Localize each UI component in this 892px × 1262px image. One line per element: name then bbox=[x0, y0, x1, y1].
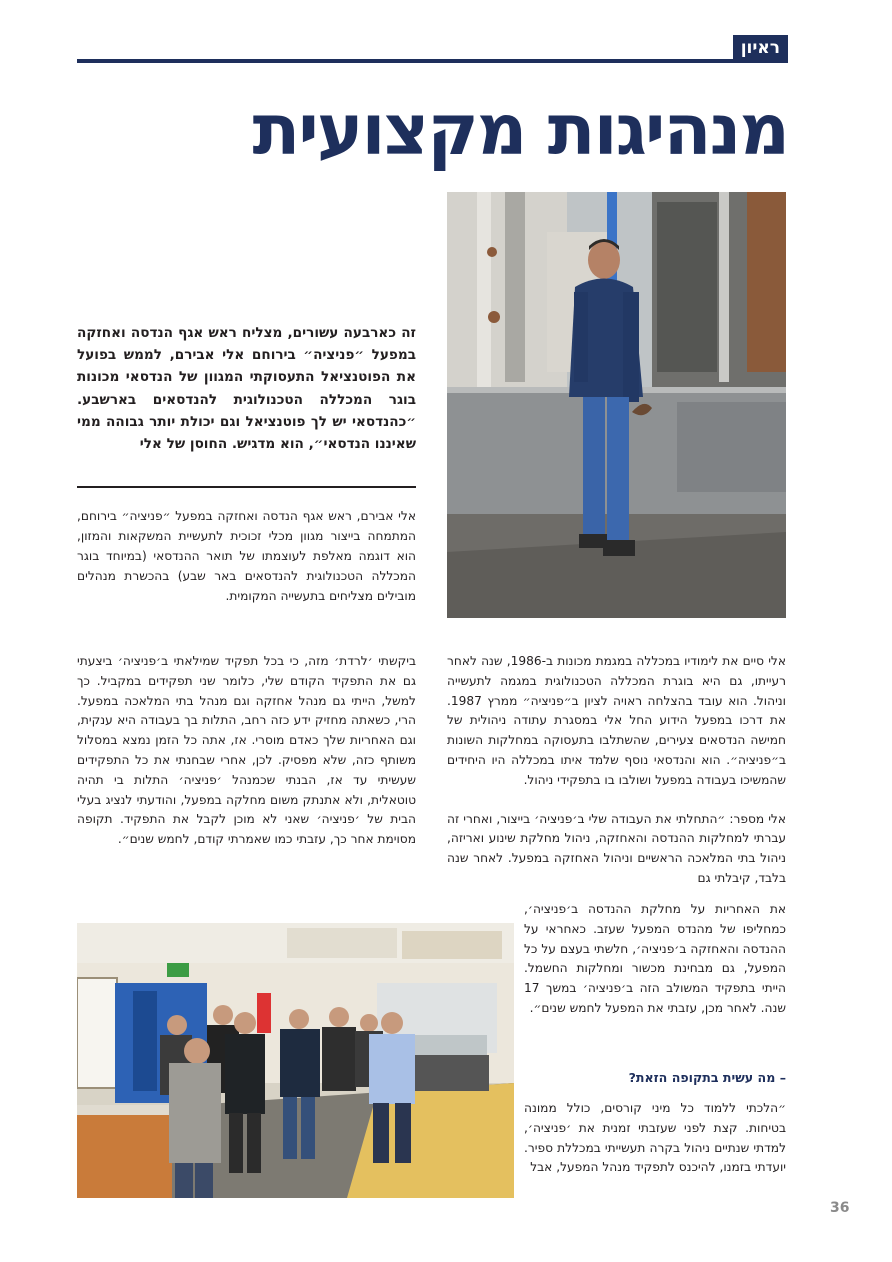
interview-answer: ״הלכתי ללמוד כל מיני קורסים, כולל ממונה בטיחות. קצת לפני שעזבתי זמנית את ׳פניציה׳, למדתי שנתיים ניהול בקרה תעשייתי במכללת ספיר. יועדתי בזמנו, להיכנס לתפקיד מנהל המפעל, אבל bbox=[524, 1101, 786, 1175]
page-title: מנהיגות מקצועית bbox=[252, 89, 788, 171]
body-paragraph: אלי מספר: ״התחלתי את העבודה שלי ב׳פניציה׳ בייצור, ואחרי זה עברתי למחלקות ההנדסה והאחזקה, ניהול מחלקת שינוע ואריזה, ניהול בתי המלאכה הראשיים וניהול האחזקה במפעל. לאחר שנה בלבד, קיבלתי גם bbox=[447, 811, 786, 885]
intro-paragraph: אלי אבירם, ראש אגף הנדסה ואחזקה במפעל ״פניציה״ בירוחם, המתמחה בייצור מגוון מכלי זכוכית לתעשיית המשקאות והמזון, הוא דוגמה מאלפת לעוצמתו של תואר ההנדסאי (במיוחד בוגר המכללה הטכנולוגית להנדסאים באר שבע) בהכשרת מנהלים מובילים מצליחים בתעשייה המקומית. bbox=[77, 509, 416, 603]
body-paragraph: את האחריות על מחלקת ההנדסה ב׳פניציה׳, כמחליפו של מהנדס המפעל שעזב. כאחראי על ההנדסה והאחזקה ב׳פניציה׳, חלשתי בעצם על כל המפעל, גם מבחינת מכשור ומחלקות החשמל. הייתי בתפקיד המשולב הזה ב׳פניציה׳ במשך 17 שנה. לאחר מכן, עזבתי את המפעל לחמש שנים״. bbox=[524, 902, 786, 1015]
interview-question: – מה עשית בתקופה הזאת? bbox=[628, 1070, 786, 1085]
header-rule bbox=[77, 59, 788, 63]
page-number: 36 bbox=[830, 1200, 850, 1216]
body-column-right-continued bbox=[524, 900, 786, 1019]
portrait-photo bbox=[447, 192, 786, 618]
body-column-left bbox=[77, 652, 416, 850]
body-paragraph: ביקשתי ׳לרדת׳ מזה, כי בכל תפקיד שמילאתי ב׳פניציה׳ ביצעתי גם את התפקיד הקודם שלי, כלומר שני תפקידים במקביל. כך למשל, הייתי גם מנהל אחזקה וגם מנהל בתי המלאכה במפעל. הרי, כשאתה מחזיק ידע כזה רחב, התלות בך בעבודה היא ענקית, וגם האחריות שלך כאדם מוסרי. אז, אתה כל הזמן נמצא במסלול משותף כזה, שלא מפסיק. לכן, אחרי שבחנתי את כל התפקידים שעשיתי עד אז, הבנתי שכמנהל ׳פניציה׳ התלות בי תהיה טוטאלית, ולא אתנתק משום מחלקה במפעל, והודעתי לנציג בעלי הבית של ׳פניציה׳ שאני לא מוכן לקבל את התפקיד. תקופה מסוימת אחר כך, עזבתי כמו שאמרתי קודם, לחמש שנים״. bbox=[77, 654, 416, 847]
lead-paragraph: זה כארבעה עשורים, מצליח ראש אגף הנדסה ואחזקה במפעל ״פניציה״ בירוחם אלי אבירם, לממש בפועל את הפוטנציאל התעסוקתי המגוון של הנדסאי מכונות בוגר המכללה הטכנולוגית להנדסאים בארשבע. ״כהנדסאי יש לך פוטנציאל וגם יכולת יותר גבוהה ממי שאיננו הנדסאי״, הוא מדגיש. החוסן של אלי bbox=[77, 325, 416, 453]
body-paragraph: אלי סיים את לימודיו במכללה במגמת מכונות ב-1986, שנה לאחר רעייתו, גם היא בוגרת המכללה הטכנולוגית במגמה לתעשייה וניהול. הוא עובד בהצלחה ראויה לציון ב״פניציה״ ממרץ 1987. את דרכו במפעל הידוע החל אלי במסגרת עתודה ניהולית של חמישה הנדסאים צעירים, שהשתלבו בתעסוקה במחלקות השונות ב״פניציה״. הוא והנדסאי נוסף שלמד איתו במכללה היו היחידים שהמשיכו בעבודה במפעל ושולבו בו בתפקידי ניהול. bbox=[447, 654, 787, 787]
lead-divider bbox=[77, 486, 416, 488]
body-column-right bbox=[447, 652, 786, 889]
section-label: ראיון bbox=[733, 35, 788, 62]
group-photo bbox=[77, 923, 514, 1198]
